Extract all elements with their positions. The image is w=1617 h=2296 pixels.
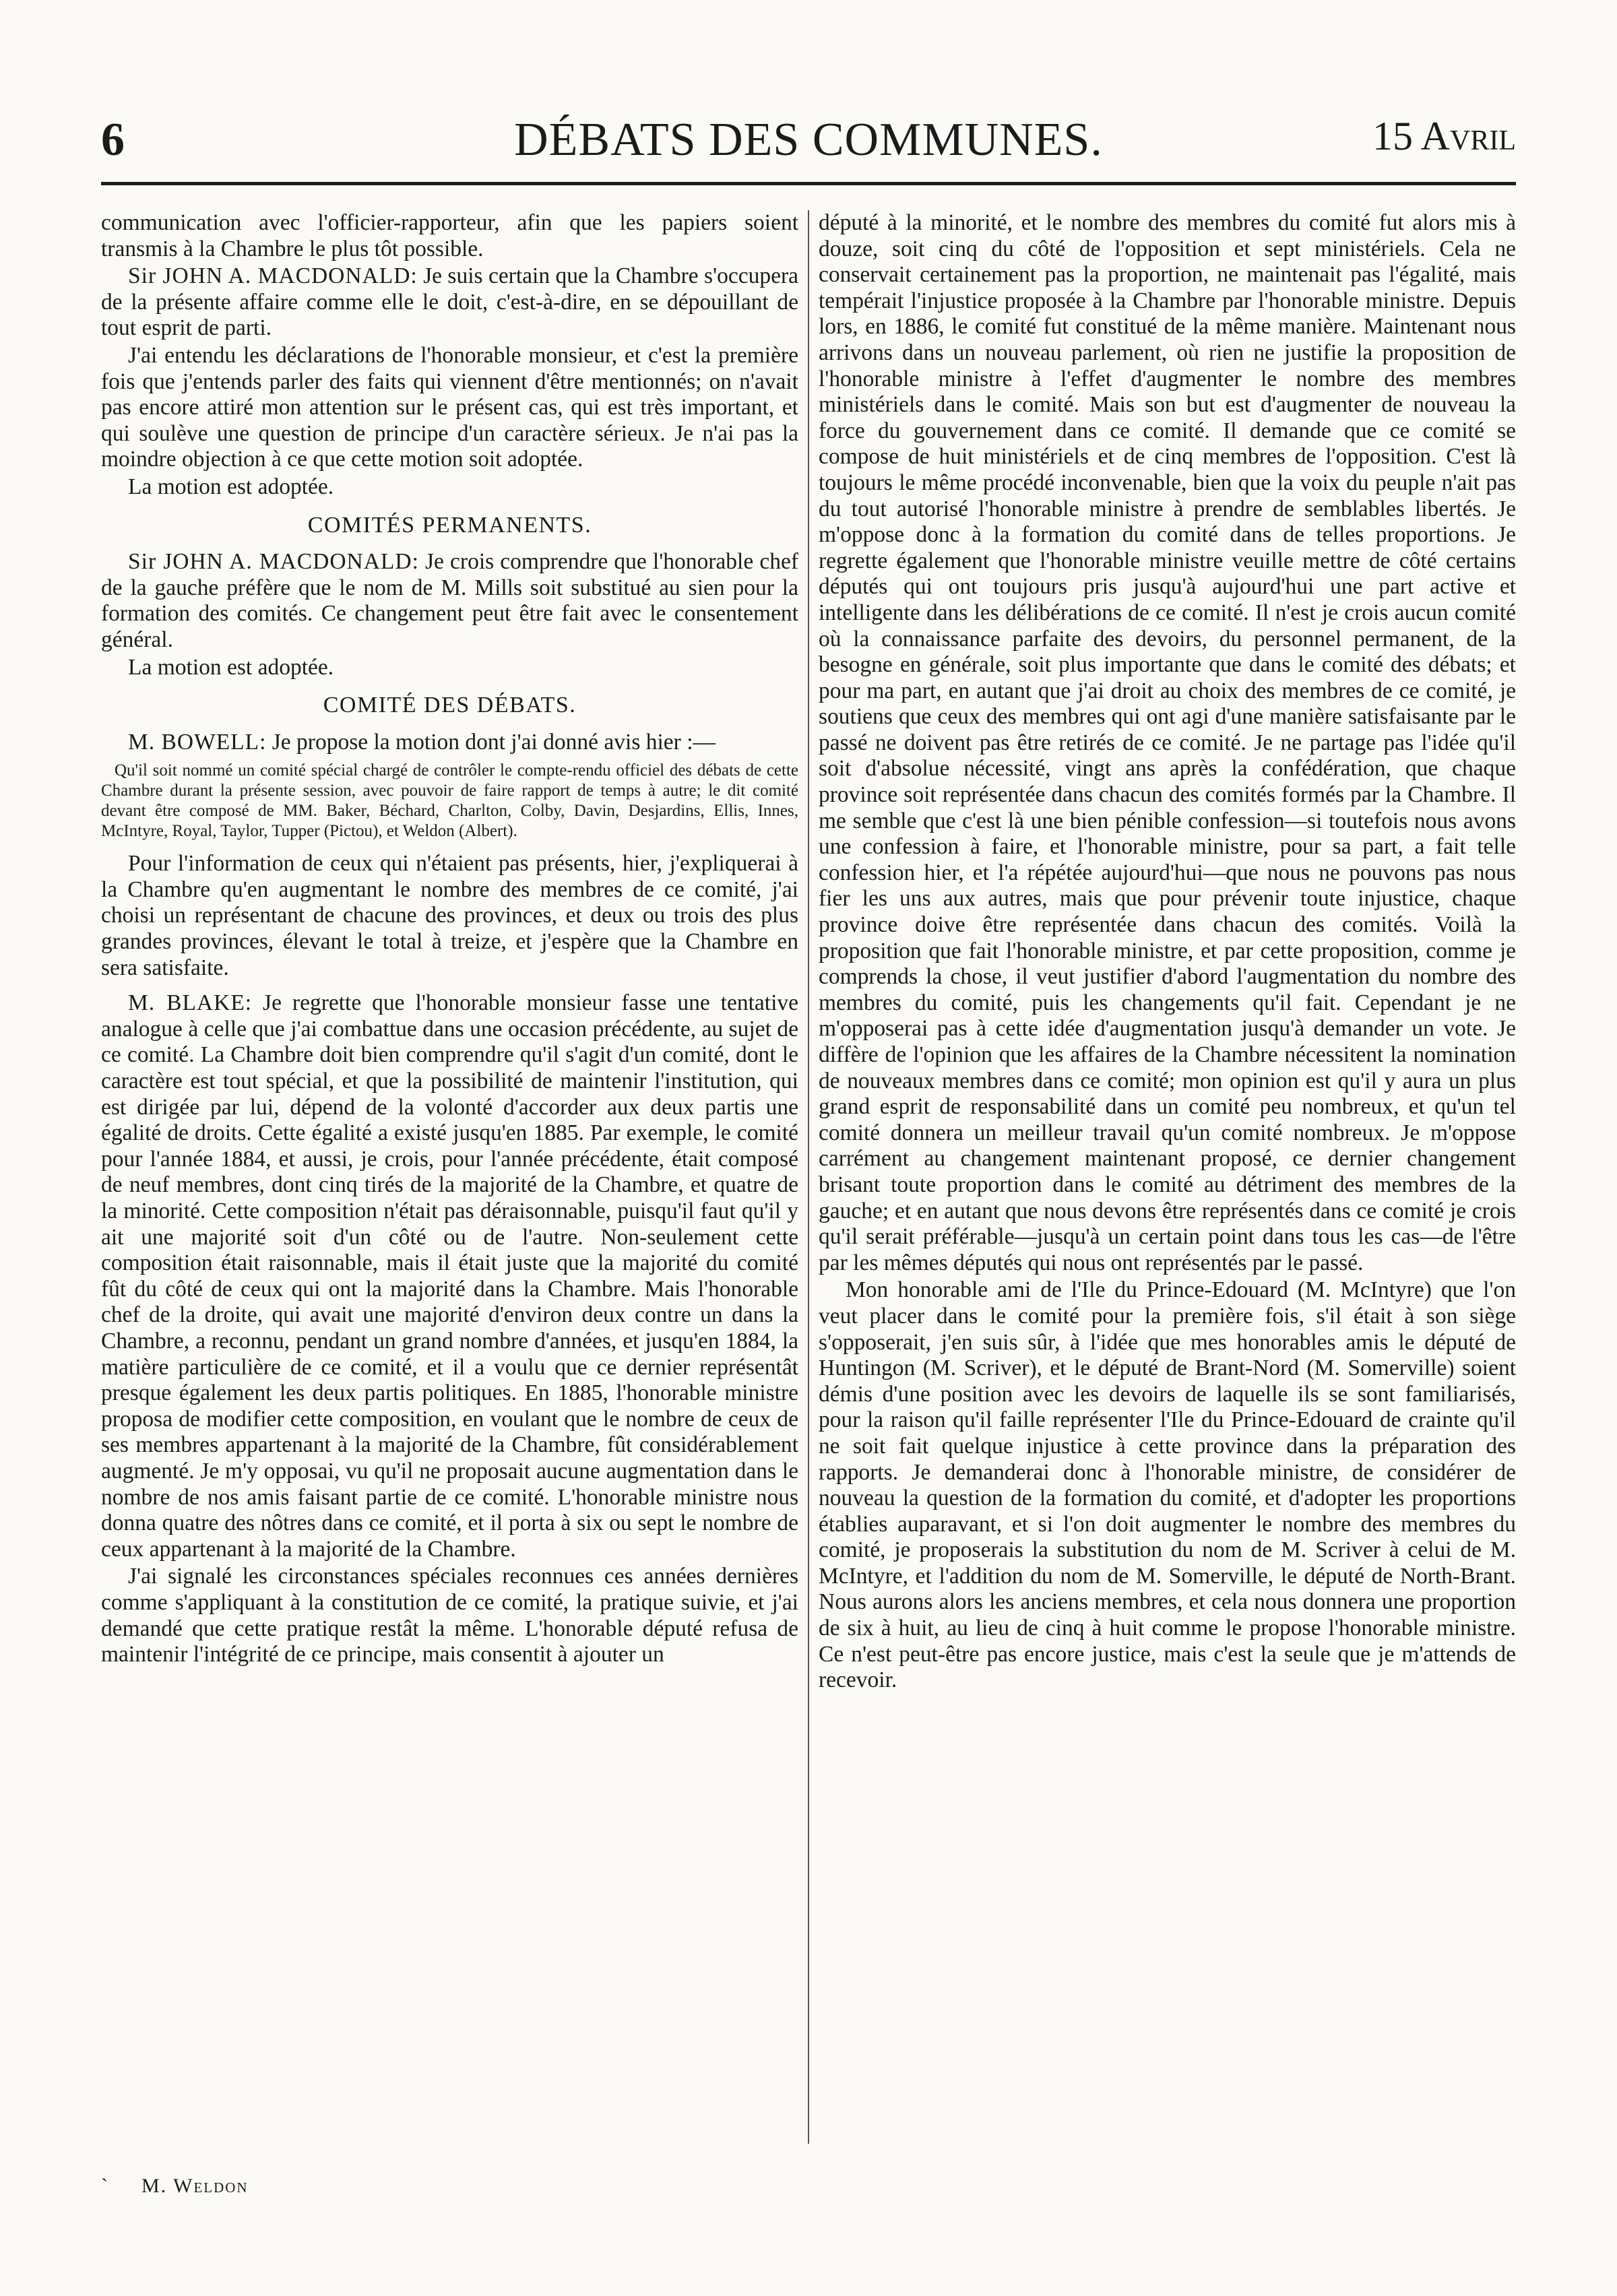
paragraph [101,263,798,342]
paragraph: J'ai signalé les circonstances spéciales reconnues ces années dernières comme s'appliquant à la constitution de ce comité, la pratique suivie, et j'ai demandé que cette pratique restât la même. L'honorable député refusa de maintenir l'intégrité de ce principe, mais consentit à ajouter un [101,1564,798,1667]
paragraph: Pour l'information de ceux qui n'étaient pas présents, hier, j'expliquerai à la Chambre qu'en augmentant le nombre des membres de ce comité, j'ai choisi un représentant de chacune des provinces, et deux ou trois des plus grandes provinces, élevant le total à treize, et j'espère que la Chambre en sera satisfaite. [101,851,798,980]
page-header [101,113,1516,174]
paragraph: communication avec l'officier-rapporteur, afin que les papiers soient transmis à la Chambre le plus tôt possible. [101,210,798,261]
paragraph [101,990,798,1562]
catchword: M. Weldon [141,2175,249,2197]
paragraph: député à la minorité, et le nombre des membres du comité fut alors mis à douze, soit cinq du côté de l'opposition et sept ministériels. Cela ne conservait certainement pas la proportion, ne maintenait pas l'égalité, mais tempérait l'injustice proposée à la Chambre par l'honorable ministre. Depuis lors, en 1886, le comité fut constitué de la même manière. Maintenant nous arrivons dans un nouveau parlement, où rien ne justifie la proposition de l'honorable ministre à l'effet d'augmenter le nombre des membres ministériels dans le comité. Mais son but est d'augmenter de nouveau la force du gouvernement dans ce comité. Il demande que ce comité se compose de huit ministériels et de cinq membres de l'opposition. C'est là toujours le même procédé inconvenable, bien que la voix du peuple n'ait pas du tout autorisé l'honorable ministre à prendre de semblables libertés. Je m'oppose donc à la formation du comité dans de telles proportions. Je regrette également que l'honorable ministre veuille mettre de côté certains députés qui ont toujours pris jusqu'à aujourd'hui une part active et intelligente dans les délibérations de ce comité. Il n'est je crois aucun comité où la connaissance parfaite des devoirs, du personnel permanent, de la besogne en générale, soit plus importante que dans le comité des débats; et pour ma part, en autant que j'ai droit au choix des membres de ce comité, je soutiens que ceux des membres qui ont agi d'une manière satisfaisante par le passé ne doivent pas être retirés de ce comité. Je ne partage pas l'idée qu'il soit d'absolue nécessité, vingt ans après la confédération, que chaque province soit représentée dans chacun des comités formés par la Chambre. Il me semble que c'est là une bien pénible confession—si toutefois nous avons une confession à faire, et l'honorable ministre, pour sa part, a fait telle confession hier, et l'a répétée aujourd'hui—que nous ne pouvons pas nous fier les uns aux autres, mais que pour prévenir toute injustice, chaque province doive être représentée dans chacun des comités. Voilà la proposition que fait l'honorable ministre, et par cette proposition, comme je comprends la chose, il veut justifier d'abord l'augmentation du nombre des membres du comité, puis les changements qu'il fait. Cependant je ne m'opposerai pas à cette idée d'augmentation jusqu'à demander un vote. Je diffère de l'opinion que les affaires de la Chambre nécessitent la nomination de nouveaux membres dans ce comité; mon opinion est qu'il y aura un plus grand esprit de responsabilité dans un comité peu nombreux, et qu'un tel comité donnera un meilleur travail qu'un comité nombreux. Je m'oppose carrément au changement maintenant proposé, ce dernier changement brisant toute proportion dans le comité au détriment des membres de la gauche; et en autant que nous devons être représentés dans ce comité je crois qu'il serait préférable—jusqu'à un certain point dans tous les cas—de l'être par les mêmes députés qui nous ont représentés par le passé. [819,210,1516,1275]
speech-text: Je regrette que l'honorable monsieur fasse une tentative analogue à celle que j'ai combattue dans une occasion précédente, au sujet de ce comité. La Chambre doit bien comprendre qu'il s'agit d'un comité, dont le caractère est tout spécial, et que la possibilité de maintenir l'institution, qui est dirigée par lui, dépend de la volonté d'accorder aux deux partis une égalité de droits. Cette égalité a existé jusqu'en 1885. Par exemple, le comité pour l'année 1884, et aussi, je crois, pour l'année précédente, était composé de neuf membres, dont cinq tirés de la majorité de la Chambre, et quatre de la minorité. Cette composition n'était pas déraisonnable, puisqu'il faut qu'il y ait une majorité soit d'un côté ou de l'autre. Non-seulement cette composition était raisonnable, mais il était juste que la majorité du comité fût du côté de ceux qui ont la majorité dans la Chambre. Mais l'honorable chef de la droite, qui avait une majorité d'environ deux contre un dans la Chambre, a reconnu, pendant un grand nombre d'années, et jusqu'en 1884, la matière particulière de ce comité, et il a voulu que ce dernier représentât presque également les deux partis politiques. En 1885, l'honorable ministre proposa de modifier cette composition, en voulant que le nombre de ceux de ses membres appartenant à la majorité de la Chambre, fût considérablement augmenté. Je m'y opposai, vu qu'il ne proposait aucune augmentation dans le nombre de nos amis faisant partie de ce comité. L'honorable ministre nous donna quatre des nôtres dans ce comité, et il porta à six ou sept le nombre de ceux appartenant à la majorité de la Chambre. [101,990,798,1562]
page-footer [101,2175,798,2198]
paragraph: La motion est adoptée. [128,654,334,680]
paragraph [101,549,798,653]
footer-mark: ` [101,2175,108,2197]
header-rule [101,182,1516,185]
right-column [819,210,1516,2177]
section-heading: COMITÉ DES DÉBATS. [323,693,577,718]
speaker-name: M. BLAKE: [128,990,253,1016]
section-heading: COMITÉS PERMANENTS. [307,512,592,538]
speech-text: Je crois comprendre que l'honorable chef de la gauche préfère que le nom de M. Mills soit substitué au sien pour la formation des comités. Ce changement peut être fait avec le consentement général. [101,549,798,652]
paragraph: La motion est adoptée. [128,474,334,499]
speaker-name: Sir JOHN A. MACDONALD: [128,263,418,289]
speaker-name: Sir JOHN A. MACDONALD: [128,549,419,575]
page-title: DÉBATS DES COMMUNES. [514,114,1103,166]
speaker-name: M. BOWELL: [128,729,267,755]
motion-quote: Qu'il soit nommé un comité spécial chargé de contrôler le compte-rendu officiel des débats de cette Chambre durant la présente session, avec pouvoir de faire rapport de temps à autre; le dit comité devant être composé de MM. Baker, Béchard, Charlton, Colby, Davin, Desjardins, Ellis, Innes, McIntyre, Royal, Taylor, Tupper (Pictou), et Weldon (Albert). [101,761,798,841]
paragraph: Mon honorable ami de l'Ile du Prince-Edouard (M. McIntyre) que l'on veut placer dans le comité pour la première fois, s'il était à son siège s'opposerait, j'en suis sûr, à l'idée que mes honorables amis le député de Huntingon (M. Scriver), et le député de Brant-Nord (M. Somerville) soient démis d'une position avec les devoirs de laquelle ils se sont familiarisés, pour la raison qu'il faille représenter l'Ile du Prince-Edouard de crainte qu'il ne soit fait quelque injustice à cette province dans la préparation des rapports. Je demanderai donc à l'honorable ministre, de considérer de nouveau la question de la formation du comité, et d'adopter les proportions établies auparavant, et si l'on doit augmenter le nombre des membres du comité, je proposerais la substitution du nom de M. Scriver à celui de M. McIntyre, et l'addition du nom de M. Somerville, le député de North-Brant. Nous aurons alors les anciens membres, et cela nous donnera une proportion de six à huit, au lieu de cinq à huit comme le propose l'honorable ministre. Ce n'est peut-être pas encore justice, mais c'est la seule que je m'attends de recevoir. [819,1277,1516,1693]
column-divider [808,210,809,2144]
page-date: 15 Avril [1372,114,1516,158]
paragraph [101,730,798,756]
speech-text: Je suis certain que la Chambre s'occupera de la présente affaire comme elle le doit, c'est-à-dire, en se dépouillant de tout esprit de parti. [101,263,798,341]
page-number: 6 [101,114,125,166]
left-column [101,210,798,2177]
speech-text: Je propose la motion dont j'ai donné avis hier :— [266,729,716,755]
paragraph: J'ai entendu les déclarations de l'honorable monsieur, et c'est la première fois que j'entends parler des faits qui viennent d'être mentionnés; on n'avait pas encore attiré mon attention sur le présent cas, qui est très important, et qui soulève une question de principe d'un caractère sérieux. Je n'ai pas la moindre objection à ce que cette motion soit adoptée. [101,342,798,472]
